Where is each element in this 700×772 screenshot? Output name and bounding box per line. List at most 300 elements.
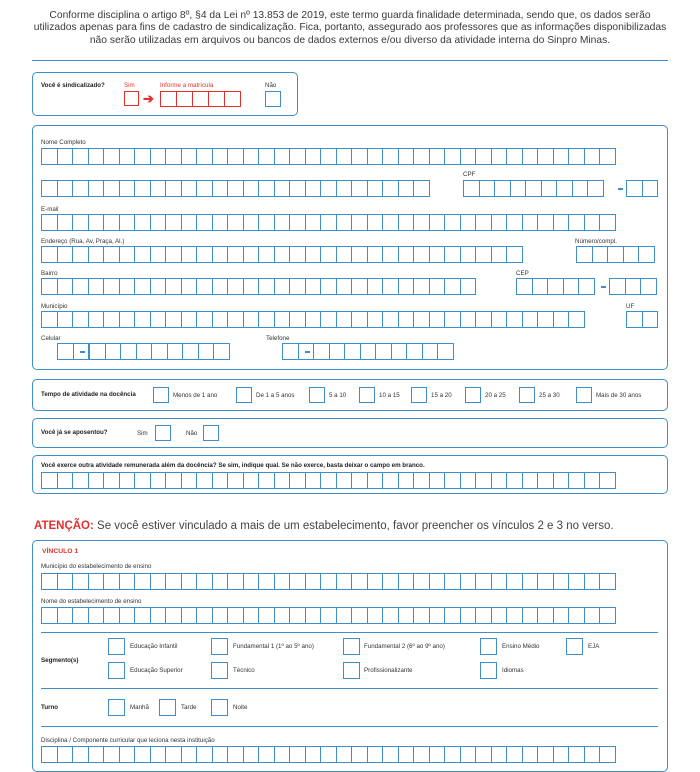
char-cell[interactable] <box>88 246 105 263</box>
char-cell[interactable] <box>289 746 306 763</box>
char-cell[interactable] <box>475 573 492 590</box>
char-cell[interactable] <box>475 246 492 263</box>
char-cell[interactable] <box>72 278 89 295</box>
segmento-educacao-infantil-checkbox[interactable] <box>108 638 125 655</box>
char-cell[interactable] <box>413 214 430 231</box>
char-cell[interactable] <box>444 246 461 263</box>
char-cell[interactable] <box>336 180 353 197</box>
char-cell[interactable] <box>460 472 477 489</box>
char-cell[interactable] <box>599 607 616 624</box>
char-cell[interactable] <box>375 343 392 360</box>
char-cell[interactable] <box>398 148 415 165</box>
char-cell[interactable] <box>150 311 167 328</box>
segmento-fundamental1-checkbox[interactable] <box>211 638 228 655</box>
char-cell[interactable] <box>119 214 136 231</box>
char-cell[interactable] <box>274 180 291 197</box>
char-cell[interactable] <box>243 607 260 624</box>
char-cell[interactable] <box>212 311 229 328</box>
tempo-option-5-checkbox[interactable] <box>465 387 481 403</box>
char-cell[interactable] <box>196 180 213 197</box>
char-cell[interactable] <box>57 148 74 165</box>
char-cell[interactable] <box>167 343 184 360</box>
char-cell[interactable] <box>243 573 260 590</box>
tempo-option-2-checkbox[interactable] <box>309 387 325 403</box>
char-cell[interactable] <box>568 214 585 231</box>
char-cell[interactable] <box>305 148 322 165</box>
char-cell[interactable] <box>506 607 523 624</box>
char-cell[interactable] <box>243 278 260 295</box>
char-cell[interactable] <box>599 148 616 165</box>
char-cell[interactable] <box>437 343 454 360</box>
char-cell[interactable] <box>413 246 430 263</box>
char-cell[interactable] <box>165 472 182 489</box>
tempo-option-6-checkbox[interactable] <box>519 387 535 403</box>
char-cell[interactable] <box>258 311 275 328</box>
char-cell[interactable] <box>336 573 353 590</box>
char-cell[interactable] <box>568 573 585 590</box>
char-cell[interactable] <box>344 343 361 360</box>
char-cell[interactable] <box>506 311 523 328</box>
char-cell[interactable] <box>134 746 151 763</box>
char-cell[interactable] <box>181 246 198 263</box>
char-cell[interactable] <box>119 148 136 165</box>
char-cell[interactable] <box>88 746 105 763</box>
char-cell[interactable] <box>196 278 213 295</box>
char-cell[interactable] <box>103 246 120 263</box>
char-cell[interactable] <box>382 148 399 165</box>
char-cell[interactable] <box>258 746 275 763</box>
char-cell[interactable] <box>150 746 167 763</box>
char-cell[interactable] <box>72 246 89 263</box>
char-cell[interactable] <box>181 278 198 295</box>
char-cell[interactable] <box>475 148 492 165</box>
nome-input-continuation[interactable] <box>41 180 429 197</box>
char-cell[interactable] <box>274 311 291 328</box>
char-cell[interactable] <box>196 311 213 328</box>
char-cell[interactable] <box>103 278 120 295</box>
char-cell[interactable] <box>444 746 461 763</box>
char-cell[interactable] <box>367 214 384 231</box>
char-cell[interactable] <box>88 311 105 328</box>
char-cell[interactable] <box>41 472 58 489</box>
char-cell[interactable] <box>367 746 384 763</box>
char-cell[interactable] <box>623 246 640 263</box>
char-cell[interactable] <box>351 148 368 165</box>
char-cell[interactable] <box>320 311 337 328</box>
char-cell[interactable] <box>119 607 136 624</box>
municipio-input[interactable] <box>41 311 584 328</box>
segmento-idiomas-checkbox[interactable] <box>480 662 497 679</box>
char-cell[interactable] <box>41 278 58 295</box>
char-cell[interactable] <box>72 311 89 328</box>
char-cell[interactable] <box>151 343 168 360</box>
char-cell[interactable] <box>103 214 120 231</box>
char-cell[interactable] <box>398 214 415 231</box>
char-cell[interactable] <box>329 343 346 360</box>
char-cell[interactable] <box>413 278 430 295</box>
char-cell[interactable] <box>120 343 137 360</box>
segmento-eja-checkbox[interactable] <box>566 638 583 655</box>
tempo-option-1-checkbox[interactable] <box>236 387 252 403</box>
segmento-ensino-medio-checkbox[interactable] <box>480 638 497 655</box>
char-cell[interactable] <box>243 180 260 197</box>
char-cell[interactable] <box>398 311 415 328</box>
char-cell[interactable] <box>522 472 539 489</box>
char-cell[interactable] <box>491 246 508 263</box>
char-cell[interactable] <box>398 746 415 763</box>
char-cell[interactable] <box>367 278 384 295</box>
char-cell[interactable] <box>626 180 643 197</box>
char-cell[interactable] <box>181 214 198 231</box>
char-cell[interactable] <box>406 343 423 360</box>
char-cell[interactable] <box>192 91 209 107</box>
char-cell[interactable] <box>625 278 642 295</box>
char-cell[interactable] <box>463 180 480 197</box>
char-cell[interactable] <box>422 343 439 360</box>
tempo-option-3-checkbox[interactable] <box>359 387 375 403</box>
char-cell[interactable] <box>336 311 353 328</box>
char-cell[interactable] <box>642 311 659 328</box>
char-cell[interactable] <box>57 246 74 263</box>
segmento-tecnico-checkbox[interactable] <box>211 662 228 679</box>
char-cell[interactable] <box>41 746 58 763</box>
char-cell[interactable] <box>475 607 492 624</box>
char-cell[interactable] <box>258 278 275 295</box>
char-cell[interactable] <box>556 180 573 197</box>
char-cell[interactable] <box>224 91 241 107</box>
char-cell[interactable] <box>88 573 105 590</box>
char-cell[interactable] <box>258 214 275 231</box>
char-cell[interactable] <box>213 343 230 360</box>
char-cell[interactable] <box>41 180 58 197</box>
char-cell[interactable] <box>491 148 508 165</box>
char-cell[interactable] <box>57 278 74 295</box>
char-cell[interactable] <box>491 214 508 231</box>
char-cell[interactable] <box>103 148 120 165</box>
vinculo-municipio-input[interactable] <box>41 573 615 590</box>
char-cell[interactable] <box>41 573 58 590</box>
char-cell[interactable] <box>105 343 122 360</box>
char-cell[interactable] <box>537 214 554 231</box>
char-cell[interactable] <box>198 343 215 360</box>
char-cell[interactable] <box>258 148 275 165</box>
char-cell[interactable] <box>258 246 275 263</box>
char-cell[interactable] <box>398 573 415 590</box>
char-cell[interactable] <box>413 472 430 489</box>
char-cell[interactable] <box>475 214 492 231</box>
char-cell[interactable] <box>506 573 523 590</box>
char-cell[interactable] <box>413 311 430 328</box>
char-cell[interactable] <box>367 180 384 197</box>
char-cell[interactable] <box>57 472 74 489</box>
char-cell[interactable] <box>479 180 496 197</box>
char-cell[interactable] <box>72 573 89 590</box>
char-cell[interactable] <box>522 607 539 624</box>
char-cell[interactable] <box>351 278 368 295</box>
char-cell[interactable] <box>475 311 492 328</box>
char-cell[interactable] <box>274 246 291 263</box>
char-cell[interactable] <box>413 573 430 590</box>
char-cell[interactable] <box>506 746 523 763</box>
char-cell[interactable] <box>391 343 408 360</box>
char-cell[interactable] <box>367 246 384 263</box>
char-cell[interactable] <box>568 746 585 763</box>
char-cell[interactable] <box>398 180 415 197</box>
char-cell[interactable] <box>57 311 74 328</box>
char-cell[interactable] <box>609 278 626 295</box>
char-cell[interactable] <box>382 180 399 197</box>
char-cell[interactable] <box>134 278 151 295</box>
char-cell[interactable] <box>642 180 659 197</box>
char-cell[interactable] <box>103 746 120 763</box>
char-cell[interactable] <box>134 573 151 590</box>
char-cell[interactable] <box>212 180 229 197</box>
char-cell[interactable] <box>57 180 74 197</box>
char-cell[interactable] <box>398 472 415 489</box>
nome-input[interactable] <box>41 148 615 165</box>
char-cell[interactable] <box>336 246 353 263</box>
char-cell[interactable] <box>305 278 322 295</box>
char-cell[interactable] <box>599 472 616 489</box>
char-cell[interactable] <box>227 148 244 165</box>
char-cell[interactable] <box>119 746 136 763</box>
char-cell[interactable] <box>72 472 89 489</box>
char-cell[interactable] <box>382 214 399 231</box>
char-cell[interactable] <box>525 180 542 197</box>
char-cell[interactable] <box>429 573 446 590</box>
char-cell[interactable] <box>165 148 182 165</box>
char-cell[interactable] <box>553 607 570 624</box>
disciplina-input[interactable] <box>41 746 615 763</box>
char-cell[interactable] <box>537 148 554 165</box>
char-cell[interactable] <box>592 246 609 263</box>
char-cell[interactable] <box>150 573 167 590</box>
char-cell[interactable] <box>181 311 198 328</box>
char-cell[interactable] <box>444 472 461 489</box>
char-cell[interactable] <box>460 214 477 231</box>
char-cell[interactable] <box>274 148 291 165</box>
char-cell[interactable] <box>103 573 120 590</box>
char-cell[interactable] <box>547 278 564 295</box>
email-input[interactable] <box>41 214 615 231</box>
char-cell[interactable] <box>522 148 539 165</box>
char-cell[interactable] <box>429 278 446 295</box>
char-cell[interactable] <box>553 311 570 328</box>
char-cell[interactable] <box>258 180 275 197</box>
char-cell[interactable] <box>584 472 601 489</box>
char-cell[interactable] <box>212 278 229 295</box>
sindicalizado-no-checkbox[interactable] <box>265 91 281 107</box>
vinculo-nome-input[interactable] <box>41 607 615 624</box>
char-cell[interactable] <box>599 746 616 763</box>
char-cell[interactable] <box>181 148 198 165</box>
char-cell[interactable] <box>136 343 153 360</box>
char-cell[interactable] <box>134 214 151 231</box>
char-cell[interactable] <box>227 214 244 231</box>
char-cell[interactable] <box>274 607 291 624</box>
char-cell[interactable] <box>553 214 570 231</box>
char-cell[interactable] <box>553 746 570 763</box>
char-cell[interactable] <box>336 746 353 763</box>
char-cell[interactable] <box>336 214 353 231</box>
char-cell[interactable] <box>429 311 446 328</box>
char-cell[interactable] <box>305 472 322 489</box>
char-cell[interactable] <box>429 607 446 624</box>
char-cell[interactable] <box>150 148 167 165</box>
char-cell[interactable] <box>336 148 353 165</box>
char-cell[interactable] <box>243 311 260 328</box>
char-cell[interactable] <box>119 472 136 489</box>
char-cell[interactable] <box>563 278 580 295</box>
char-cell[interactable] <box>382 746 399 763</box>
char-cell[interactable] <box>320 246 337 263</box>
char-cell[interactable] <box>398 246 415 263</box>
char-cell[interactable] <box>320 214 337 231</box>
char-cell[interactable] <box>568 472 585 489</box>
char-cell[interactable] <box>72 746 89 763</box>
uf-input[interactable] <box>626 311 657 328</box>
char-cell[interactable] <box>282 343 299 360</box>
char-cell[interactable] <box>134 472 151 489</box>
char-cell[interactable] <box>212 148 229 165</box>
char-cell[interactable] <box>227 311 244 328</box>
char-cell[interactable] <box>165 573 182 590</box>
char-cell[interactable] <box>382 246 399 263</box>
char-cell[interactable] <box>506 246 523 263</box>
char-cell[interactable] <box>119 573 136 590</box>
char-cell[interactable] <box>351 214 368 231</box>
char-cell[interactable] <box>553 573 570 590</box>
char-cell[interactable] <box>382 278 399 295</box>
char-cell[interactable] <box>584 573 601 590</box>
char-cell[interactable] <box>553 148 570 165</box>
char-cell[interactable] <box>88 278 105 295</box>
char-cell[interactable] <box>413 746 430 763</box>
char-cell[interactable] <box>537 311 554 328</box>
char-cell[interactable] <box>289 311 306 328</box>
char-cell[interactable] <box>460 311 477 328</box>
matricula-input[interactable] <box>160 91 240 107</box>
char-cell[interactable] <box>305 573 322 590</box>
char-cell[interactable] <box>382 311 399 328</box>
char-cell[interactable] <box>274 746 291 763</box>
char-cell[interactable] <box>212 607 229 624</box>
segmento-educacao-superior-checkbox[interactable] <box>108 662 125 679</box>
char-cell[interactable] <box>196 472 213 489</box>
char-cell[interactable] <box>320 148 337 165</box>
char-cell[interactable] <box>196 214 213 231</box>
char-cell[interactable] <box>72 148 89 165</box>
char-cell[interactable] <box>607 246 624 263</box>
char-cell[interactable] <box>243 246 260 263</box>
char-cell[interactable] <box>212 246 229 263</box>
char-cell[interactable] <box>367 472 384 489</box>
char-cell[interactable] <box>336 472 353 489</box>
char-cell[interactable] <box>165 180 182 197</box>
char-cell[interactable] <box>165 246 182 263</box>
celular-input[interactable] <box>89 343 229 360</box>
char-cell[interactable] <box>367 311 384 328</box>
char-cell[interactable] <box>638 246 655 263</box>
char-cell[interactable] <box>491 311 508 328</box>
char-cell[interactable] <box>576 246 593 263</box>
char-cell[interactable] <box>196 246 213 263</box>
char-cell[interactable] <box>460 573 477 590</box>
char-cell[interactable] <box>160 91 177 107</box>
char-cell[interactable] <box>537 607 554 624</box>
char-cell[interactable] <box>305 311 322 328</box>
char-cell[interactable] <box>584 148 601 165</box>
char-cell[interactable] <box>181 746 198 763</box>
char-cell[interactable] <box>181 180 198 197</box>
turno-manha-checkbox[interactable] <box>108 699 125 716</box>
char-cell[interactable] <box>351 180 368 197</box>
char-cell[interactable] <box>444 214 461 231</box>
char-cell[interactable] <box>460 148 477 165</box>
bairro-input[interactable] <box>41 278 475 295</box>
tempo-option-7-checkbox[interactable] <box>576 387 592 403</box>
char-cell[interactable] <box>227 278 244 295</box>
char-cell[interactable] <box>584 214 601 231</box>
char-cell[interactable] <box>103 180 120 197</box>
char-cell[interactable] <box>429 246 446 263</box>
char-cell[interactable] <box>510 180 527 197</box>
char-cell[interactable] <box>41 148 58 165</box>
char-cell[interactable] <box>320 746 337 763</box>
char-cell[interactable] <box>196 607 213 624</box>
char-cell[interactable] <box>165 607 182 624</box>
char-cell[interactable] <box>460 607 477 624</box>
char-cell[interactable] <box>289 607 306 624</box>
char-cell[interactable] <box>537 573 554 590</box>
telefone-input[interactable] <box>313 343 453 360</box>
outra-atividade-input[interactable] <box>41 472 615 489</box>
char-cell[interactable] <box>41 214 58 231</box>
char-cell[interactable] <box>413 607 430 624</box>
char-cell[interactable] <box>243 214 260 231</box>
char-cell[interactable] <box>360 343 377 360</box>
char-cell[interactable] <box>537 746 554 763</box>
char-cell[interactable] <box>227 180 244 197</box>
segmento-profissionalizante-checkbox[interactable] <box>343 662 360 679</box>
char-cell[interactable] <box>274 214 291 231</box>
char-cell[interactable] <box>176 91 193 107</box>
char-cell[interactable] <box>41 246 58 263</box>
char-cell[interactable] <box>289 180 306 197</box>
char-cell[interactable] <box>165 278 182 295</box>
char-cell[interactable] <box>134 246 151 263</box>
char-cell[interactable] <box>57 746 74 763</box>
char-cell[interactable] <box>150 246 167 263</box>
char-cell[interactable] <box>429 746 446 763</box>
char-cell[interactable] <box>568 311 585 328</box>
char-cell[interactable] <box>599 573 616 590</box>
char-cell[interactable] <box>181 607 198 624</box>
char-cell[interactable] <box>460 246 477 263</box>
char-cell[interactable] <box>181 573 198 590</box>
char-cell[interactable] <box>413 180 430 197</box>
char-cell[interactable] <box>382 472 399 489</box>
char-cell[interactable] <box>196 746 213 763</box>
char-cell[interactable] <box>491 746 508 763</box>
char-cell[interactable] <box>351 472 368 489</box>
char-cell[interactable] <box>212 746 229 763</box>
char-cell[interactable] <box>103 472 120 489</box>
segmento-fundamental2-checkbox[interactable] <box>343 638 360 655</box>
cep-input[interactable] <box>516 278 594 295</box>
char-cell[interactable] <box>491 607 508 624</box>
char-cell[interactable] <box>165 746 182 763</box>
